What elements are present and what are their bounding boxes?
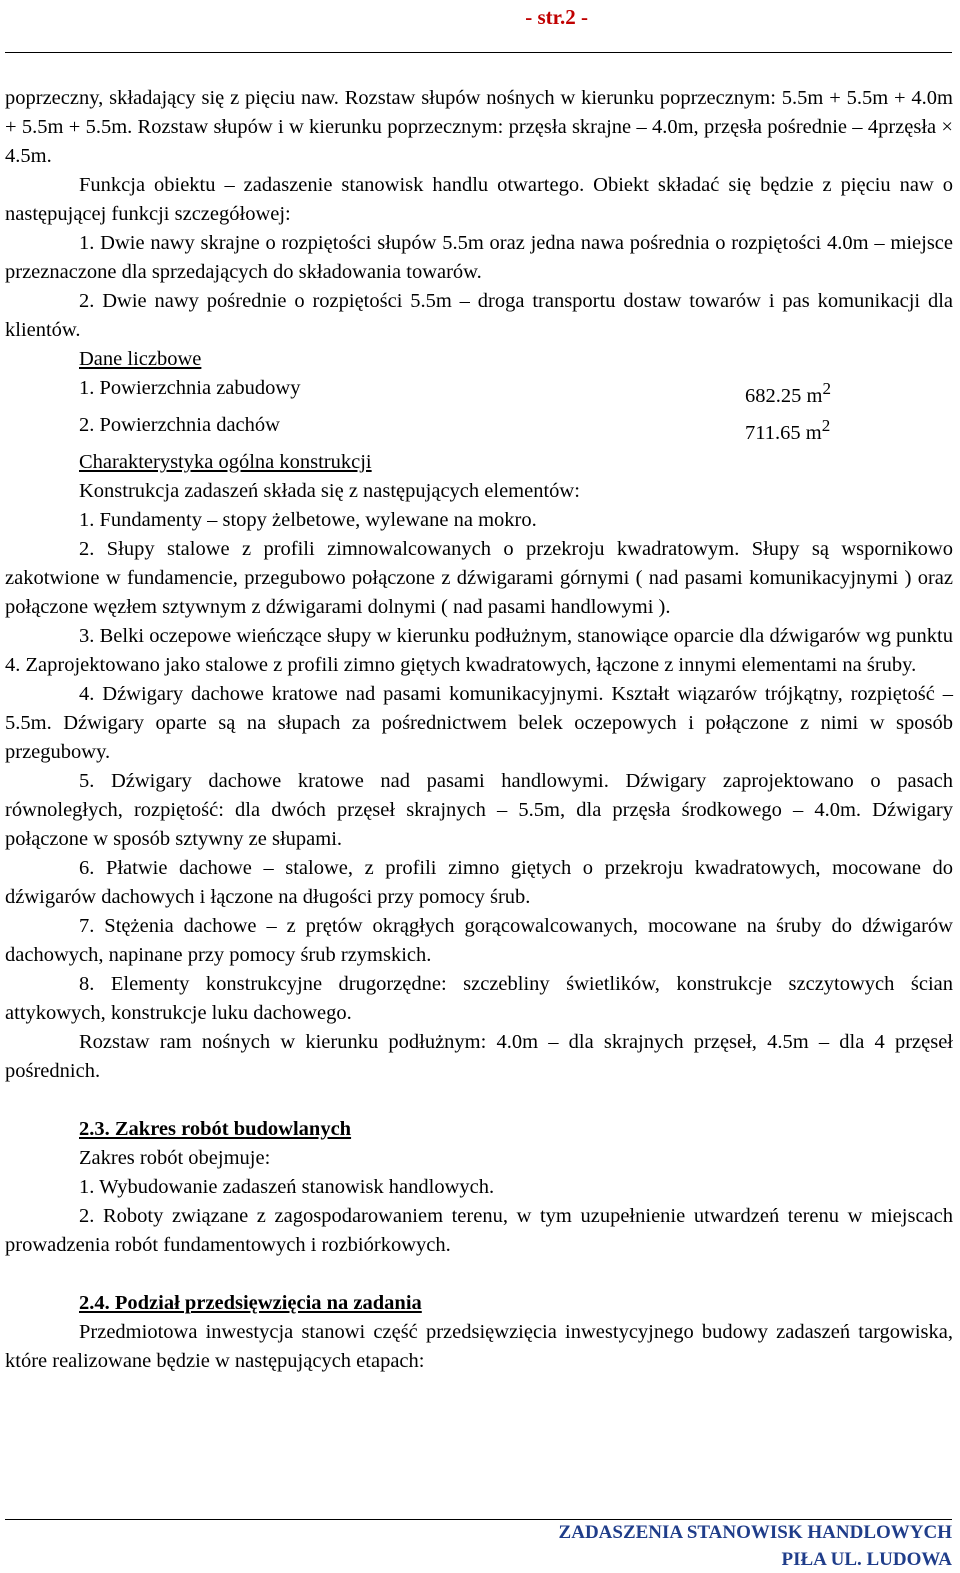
list-item-trusses-trade: 5. Dźwigary dachowe kratowe nad pasami handlowymi. Dźwigary zaprojektowano o pasach równoległych, rozpiętość: dla dwóch przęseł skrajnych – 5.5m, dla przęsła środkowego – 4.0m. Dźwigary połączone w sposób sztywny ze słupami. [5,769,953,850]
paragraph-function: Funkcja obiektu – zadaszenie stanowisk handlu otwartego. Obiekt składać się będzie z pięciu naw o następującej funkcji szczegółowej: [5,174,953,225]
data-row-value: 711.65 $m^2$ [745,415,831,444]
list-item-purlins: 6. Płatwie dachowe – stalowe, z profili zimno giętych o przekroju kwadratowych, mocowane do dźwigarów dachowych i łączone na długości przy pomocy śrub. [5,856,953,908]
list-item-foundations: 1. Fundamenty – stopy żelbetowe, wylewane na mokro. [79,508,537,531]
page-footer [559,1519,952,1573]
section-heading-2-4: 2.4. Podział przedsięwzięcia na zadania [79,1291,422,1314]
data-row-built-area [5,374,953,411]
list-item-secondary-elements: 8. Elementy konstrukcyjne drugorzędne: szczebliny świetlików, konstrukcje szczytowych ścian attykowych, konstrukcje luku dachowego. [5,972,953,1024]
list-item-scope-1: 1. Wybudowanie zadaszeń stanowisk handlowych. [79,1175,495,1198]
data-row-roof-area [5,411,953,448]
spacer [5,1086,953,1115]
list-item-trusses-communication: 4. Dźwigary dachowe kratowe nad pasami komunikacyjnymi. Kształt wiązarów trójkątny, rozpiętość – 5.5m. Dźwigary oparte są na słupach za pośrednictwem belek oczepowych i połączone z nimi w sposób przegubowy. [5,682,953,763]
document-body [5,84,953,1376]
list-item-columns: 2. Słupy stalowe z profili zimnowalcowanych o przekroju kwadratowym. Słupy są wspornikowo zakotwione w fundamencie, przegubowo połączone z dźwigarami górnymi ( nad pasami komunikacyjnymi ) oraz połączone węzłem sztywnym z dźwigarami dolnymi ( nad pasami handlowymi ). [5,537,953,618]
page-number-header: - str.2 - [525,5,588,29]
list-item-beams: 3. Belki oczepowe wieńczące słupy w kierunku podłużnym, stanowiące oparcie dla dźwigarów wg punktu 4. Zaprojektowano jako stalowe z profili zimno giętych kwadratowych, łączone z innymi elementami na śruby. [5,624,953,676]
paragraph-stages: Przedmiotowa inwestycja stanowi część przedsięwzięcia inwestycyjnego budowy zadaszeń targowiska, które realizowane będzie w następujących etapach: [5,1320,953,1372]
list-item-bracing: 7. Stężenia dachowe – z prętów okrągłych gorącowalcowanych, mocowane na śruby do dźwigarów dachowych, napinane przy pomocy śrub rzymskich. [5,914,953,966]
paragraph-frame-spacing: Rozstaw ram nośnych w kierunku podłużnym: 4.0m – dla skrajnych przęseł, 4.5m – dla 4 przęseł pośrednich. [5,1030,953,1082]
list-item-outer-naves: 1. Dwie nawy skrajne o rozpiętości słupów 5.5m oraz jedna nawa pośrednia o rozpiętości 4.0m – miejsce przeznaczone dla sprzedających do składowania towarów. [5,232,953,283]
data-row-value: 682.25 $m^2$ [745,379,831,407]
data-row-label: 2. Powierzchnia dachów [79,413,280,436]
footer-location: PIŁA UL. LUDOWA [781,1549,952,1570]
section-heading-2-3: 2.3. Zakres robót budowlanych [79,1117,352,1140]
paragraph-structure-intro: Konstrukcja zadaszeń składa się z następujących elementów: [79,479,580,502]
section-heading-dane: Dane liczbowe [79,348,202,370]
footer-title: ZADASZENIA STANOWISK HANDLOWYCH [558,1522,952,1543]
list-item-middle-naves: 2. Dwie nawy pośrednie o rozpiętości 5.5m – droga transportu dostaw towarów i pas komunikacji dla klientów. [5,290,953,341]
list-item-scope-2: 2. Roboty związane z zagospodarowaniem terenu, w tym uzupełnienie utwardzeń terenu w miejscach prowadzenia robót fundamentowych i rozbiórkowych. [5,1204,953,1256]
data-row-label: 1. Powierzchnia zabudowy [79,377,301,399]
header-divider [5,52,952,53]
paragraph-scope-intro: Zakres robót obejmuje: [79,1146,271,1169]
spacer [5,1260,953,1289]
paragraph-spacing: poprzeczny, składający się z pięciu naw. Rozstaw słupów nośnych w kierunku poprzecznym: 5.5m + 5.5m + 4.0m + 5.5m + 5.5m. Rozstaw słupów i w kierunku poprzecznym: przęsła skrajne – 4.0m, przęsła pośrednie – 4przęsła × 4.5m. [5,87,953,167]
section-heading-characteristics: Charakterystyka ogólna konstrukcji [79,450,372,473]
